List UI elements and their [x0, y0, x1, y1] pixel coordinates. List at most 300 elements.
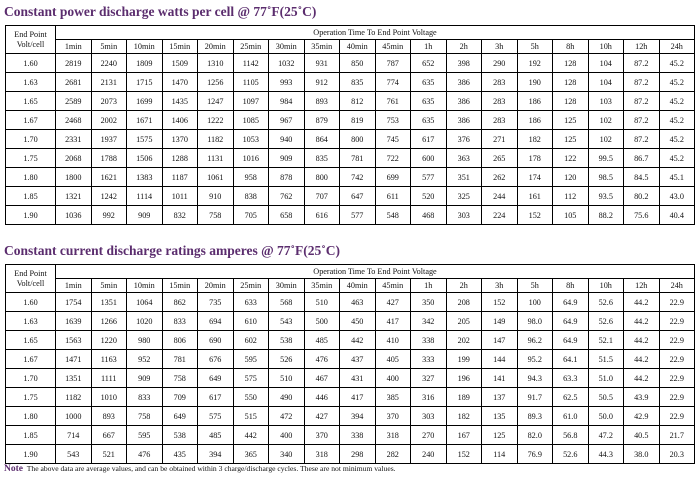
value-cell: 98.0	[517, 312, 553, 331]
value-cell: 45.2	[659, 92, 695, 111]
value-cell: 63.3	[553, 369, 589, 388]
value-cell: 1061	[198, 168, 234, 187]
value-cell: 774	[375, 73, 411, 92]
value-cell: 376	[446, 130, 482, 149]
value-cell: 652	[411, 54, 447, 73]
value-cell: 958	[233, 168, 269, 187]
value-cell: 722	[375, 149, 411, 168]
column-header: 25min	[233, 279, 269, 293]
column-header: 5h	[517, 40, 553, 54]
value-cell: 44.2	[624, 350, 660, 369]
value-cell: 199	[446, 350, 482, 369]
column-header: 8h	[553, 279, 589, 293]
value-cell: 1111	[91, 369, 127, 388]
value-cell: 161	[517, 187, 553, 206]
value-cell: 100	[517, 293, 553, 312]
value-cell: 51.5	[588, 350, 624, 369]
value-cell: 298	[340, 445, 376, 464]
value-cell: 548	[375, 206, 411, 225]
value-cell: 742	[340, 168, 376, 187]
value-cell: 340	[269, 445, 305, 464]
value-cell: 40.5	[624, 426, 660, 445]
value-cell: 1085	[233, 111, 269, 130]
value-cell: 303	[446, 206, 482, 225]
value-cell: 909	[269, 149, 305, 168]
value-cell: 240	[411, 445, 447, 464]
value-cell: 95.2	[517, 350, 553, 369]
column-header: 40min	[340, 279, 376, 293]
value-cell: 1220	[91, 331, 127, 350]
value-cell: 1010	[91, 388, 127, 407]
value-cell: 45.2	[659, 73, 695, 92]
value-cell: 1563	[56, 331, 92, 350]
value-cell: 125	[553, 130, 589, 149]
value-cell: 141	[482, 369, 518, 388]
value-cell: 1321	[56, 187, 92, 206]
value-cell: 617	[198, 388, 234, 407]
value-cell: 135	[482, 407, 518, 426]
value-cell: 152	[482, 293, 518, 312]
value-cell: 64.9	[553, 312, 589, 331]
value-cell: 21.7	[659, 426, 695, 445]
value-cell: 86.7	[624, 149, 660, 168]
value-cell: 1247	[198, 92, 234, 111]
value-cell: 394	[198, 445, 234, 464]
value-cell: 205	[446, 312, 482, 331]
value-cell: 602	[233, 331, 269, 350]
column-header: 40min	[340, 40, 376, 54]
column-header: 30min	[269, 40, 305, 54]
voltage-cell: 1.60	[6, 293, 56, 312]
value-cell: 761	[375, 92, 411, 111]
value-cell: 38.0	[624, 445, 660, 464]
value-cell: 303	[411, 407, 447, 426]
value-cell: 940	[269, 130, 305, 149]
voltage-cell: 1.85	[6, 187, 56, 206]
value-cell: 125	[482, 426, 518, 445]
value-cell: 167	[446, 426, 482, 445]
voltage-cell: 1.90	[6, 445, 56, 464]
value-cell: 707	[304, 187, 340, 206]
value-cell: 427	[304, 407, 340, 426]
value-cell: 2681	[56, 73, 92, 92]
column-header: 10h	[588, 40, 624, 54]
value-cell: 658	[269, 206, 305, 225]
column-header: 5min	[91, 279, 127, 293]
value-cell: 647	[340, 187, 376, 206]
value-cell: 45.2	[659, 54, 695, 73]
value-cell: 714	[56, 426, 92, 445]
value-cell: 1163	[91, 350, 127, 369]
value-cell: 152	[517, 206, 553, 225]
note-text: The above data are average values, and can be obtained within 3 charge/discharge cycles. These are not minimum values.	[26, 464, 396, 473]
voltage-cell: 1.80	[6, 168, 56, 187]
value-cell: 1639	[56, 312, 92, 331]
value-cell: 800	[340, 130, 376, 149]
value-cell: 52.1	[588, 331, 624, 350]
value-cell: 862	[162, 293, 198, 312]
value-cell: 87.2	[624, 73, 660, 92]
voltage-cell: 1.67	[6, 350, 56, 369]
value-cell: 912	[304, 73, 340, 92]
value-cell: 89.3	[517, 407, 553, 426]
value-cell: 472	[269, 407, 305, 426]
value-cell: 149	[482, 312, 518, 331]
value-cell: 575	[233, 369, 269, 388]
value-cell: 137	[482, 388, 518, 407]
value-cell: 1097	[233, 92, 269, 111]
column-header: 5min	[91, 40, 127, 54]
value-cell: 283	[482, 92, 518, 111]
value-cell: 270	[411, 426, 447, 445]
value-cell: 1809	[127, 54, 163, 73]
value-cell: 87.2	[624, 111, 660, 130]
end-point-volt-header: End Point Volt/cell	[6, 26, 56, 54]
value-cell: 515	[233, 407, 269, 426]
operation-time-header: Operation Time To End Point Voltage	[56, 265, 695, 279]
value-cell: 753	[375, 111, 411, 130]
value-cell: 538	[162, 426, 198, 445]
value-cell: 758	[162, 369, 198, 388]
value-cell: 476	[127, 445, 163, 464]
column-header: 2h	[446, 40, 482, 54]
value-cell: 87.2	[624, 54, 660, 73]
value-cell: 99.5	[588, 149, 624, 168]
value-cell: 699	[375, 168, 411, 187]
value-cell: 45.2	[659, 111, 695, 130]
value-cell: 577	[340, 206, 376, 225]
table-row	[6, 293, 695, 312]
value-cell: 44.3	[588, 445, 624, 464]
value-cell: 189	[446, 388, 482, 407]
voltage-cell: 1.75	[6, 149, 56, 168]
value-cell: 22.9	[659, 407, 695, 426]
value-cell: 22.9	[659, 331, 695, 350]
value-cell: 93.5	[588, 187, 624, 206]
value-cell: 174	[517, 168, 553, 187]
column-header: 20min	[198, 279, 234, 293]
voltage-cell: 1.80	[6, 407, 56, 426]
value-cell: 178	[517, 149, 553, 168]
value-cell: 350	[411, 293, 447, 312]
value-cell: 980	[127, 331, 163, 350]
value-cell: 102	[588, 130, 624, 149]
value-cell: 1351	[91, 293, 127, 312]
value-cell: 20.3	[659, 445, 695, 464]
value-cell: 56.8	[553, 426, 589, 445]
value-cell: 338	[340, 426, 376, 445]
value-cell: 410	[375, 331, 411, 350]
value-cell: 442	[233, 426, 269, 445]
value-cell: 431	[340, 369, 376, 388]
value-cell: 342	[411, 312, 447, 331]
value-cell: 96.2	[517, 331, 553, 350]
value-cell: 44.2	[624, 293, 660, 312]
value-cell: 2068	[56, 149, 92, 168]
column-header: 1h	[411, 279, 447, 293]
value-cell: 2240	[91, 54, 127, 73]
voltage-cell: 1.70	[6, 130, 56, 149]
column-header: 10min	[127, 40, 163, 54]
voltage-cell: 1.75	[6, 388, 56, 407]
value-cell: 22.9	[659, 350, 695, 369]
value-cell: 44.2	[624, 331, 660, 350]
value-cell: 45.1	[659, 168, 695, 187]
value-cell: 1131	[198, 149, 234, 168]
value-cell: 52.6	[553, 445, 589, 464]
value-cell: 2589	[56, 92, 92, 111]
value-cell: 91.7	[517, 388, 553, 407]
value-cell: 398	[446, 54, 482, 73]
value-cell: 931	[304, 54, 340, 73]
value-cell: 1351	[56, 369, 92, 388]
column-header: 24h	[659, 40, 695, 54]
value-cell: 568	[269, 293, 305, 312]
value-cell: 1020	[127, 312, 163, 331]
value-cell: 878	[269, 168, 305, 187]
value-cell: 88.2	[588, 206, 624, 225]
table-row	[6, 130, 695, 149]
value-cell: 993	[269, 73, 305, 92]
voltage-cell: 1.70	[6, 369, 56, 388]
value-cell: 42.9	[624, 407, 660, 426]
value-cell: 333	[411, 350, 447, 369]
value-cell: 676	[198, 350, 234, 369]
value-cell: 1182	[56, 388, 92, 407]
value-cell: 1406	[162, 111, 198, 130]
value-cell: 1800	[56, 168, 92, 187]
column-header: 1min	[56, 40, 92, 54]
table-row	[6, 92, 695, 111]
table-row	[6, 111, 695, 130]
value-cell: 44.2	[624, 312, 660, 331]
power-discharge-table	[5, 25, 695, 225]
value-cell: 22.9	[659, 312, 695, 331]
value-cell: 1053	[233, 130, 269, 149]
value-cell: 538	[269, 331, 305, 350]
table-row	[6, 388, 695, 407]
value-cell: 909	[127, 206, 163, 225]
value-cell: 40.4	[659, 206, 695, 225]
value-cell: 812	[340, 92, 376, 111]
table-row	[6, 312, 695, 331]
value-cell: 520	[411, 187, 447, 206]
value-cell: 1671	[127, 111, 163, 130]
value-cell: 521	[91, 445, 127, 464]
value-cell: 1011	[162, 187, 198, 206]
value-cell: 833	[162, 312, 198, 331]
value-cell: 386	[446, 73, 482, 92]
column-header: 35min	[304, 40, 340, 54]
value-cell: 186	[517, 111, 553, 130]
column-header: 20min	[198, 40, 234, 54]
value-cell: 318	[375, 426, 411, 445]
value-cell: 879	[304, 111, 340, 130]
value-cell: 781	[340, 149, 376, 168]
value-cell: 52.6	[588, 312, 624, 331]
value-cell: 800	[304, 168, 340, 187]
value-cell: 94.3	[517, 369, 553, 388]
value-cell: 600	[411, 149, 447, 168]
value-cell: 463	[340, 293, 376, 312]
value-cell: 22.9	[659, 388, 695, 407]
column-header: 3h	[482, 279, 518, 293]
value-cell: 1754	[56, 293, 92, 312]
voltage-cell: 1.63	[6, 312, 56, 331]
column-header: 10h	[588, 279, 624, 293]
footnote	[4, 464, 396, 474]
value-cell: 952	[127, 350, 163, 369]
value-cell: 762	[269, 187, 305, 206]
value-cell: 967	[269, 111, 305, 130]
value-cell: 182	[446, 407, 482, 426]
note-label: Note	[4, 464, 23, 474]
column-header: 15min	[162, 40, 198, 54]
value-cell: 265	[482, 149, 518, 168]
value-cell: 114	[482, 445, 518, 464]
value-cell: 543	[56, 445, 92, 464]
value-cell: 667	[91, 426, 127, 445]
value-cell: 125	[553, 111, 589, 130]
value-cell: 327	[411, 369, 447, 388]
value-cell: 318	[304, 445, 340, 464]
value-cell: 468	[411, 206, 447, 225]
value-cell: 112	[553, 187, 589, 206]
value-cell: 694	[198, 312, 234, 331]
value-cell: 386	[446, 111, 482, 130]
table-row	[6, 187, 695, 206]
value-cell: 417	[340, 388, 376, 407]
column-header: 8h	[553, 40, 589, 54]
value-cell: 1182	[198, 130, 234, 149]
value-cell: 649	[198, 369, 234, 388]
value-cell: 144	[482, 350, 518, 369]
value-cell: 47.2	[588, 426, 624, 445]
value-cell: 819	[340, 111, 376, 130]
value-cell: 1222	[198, 111, 234, 130]
value-cell: 400	[269, 426, 305, 445]
value-cell: 283	[482, 73, 518, 92]
column-header: 45min	[375, 279, 411, 293]
table-row	[6, 350, 695, 369]
column-header: 2h	[446, 279, 482, 293]
value-cell: 282	[375, 445, 411, 464]
value-cell: 893	[304, 92, 340, 111]
value-cell: 1621	[91, 168, 127, 187]
value-cell: 611	[375, 187, 411, 206]
value-cell: 290	[482, 54, 518, 73]
value-cell: 616	[304, 206, 340, 225]
value-cell: 394	[340, 407, 376, 426]
column-header: 5h	[517, 279, 553, 293]
value-cell: 45.2	[659, 149, 695, 168]
column-header: 12h	[624, 279, 660, 293]
value-cell: 62.5	[553, 388, 589, 407]
value-cell: 1715	[127, 73, 163, 92]
value-cell: 1575	[127, 130, 163, 149]
column-header: 35min	[304, 279, 340, 293]
value-cell: 104	[588, 73, 624, 92]
value-cell: 635	[411, 111, 447, 130]
table-row	[6, 206, 695, 225]
voltage-cell: 1.60	[6, 54, 56, 73]
value-cell: 467	[304, 369, 340, 388]
value-cell: 75.6	[624, 206, 660, 225]
value-cell: 45.2	[659, 130, 695, 149]
value-cell: 417	[375, 312, 411, 331]
value-cell: 128	[553, 54, 589, 73]
value-cell: 400	[375, 369, 411, 388]
value-cell: 909	[127, 369, 163, 388]
value-cell: 102	[588, 111, 624, 130]
value-cell: 43.0	[659, 187, 695, 206]
value-cell: 595	[127, 426, 163, 445]
value-cell: 61.0	[553, 407, 589, 426]
value-cell: 386	[446, 92, 482, 111]
power-table-title: Constant power discharge watts per cell @ 77˚F(25˚C)	[4, 4, 317, 19]
value-cell: 649	[162, 407, 198, 426]
value-cell: 984	[269, 92, 305, 111]
value-cell: 806	[162, 331, 198, 350]
column-header: 25min	[233, 40, 269, 54]
column-header: 3h	[482, 40, 518, 54]
column-header: 24h	[659, 279, 695, 293]
value-cell: 635	[411, 92, 447, 111]
value-cell: 446	[304, 388, 340, 407]
value-cell: 84.5	[624, 168, 660, 187]
value-cell: 735	[198, 293, 234, 312]
value-cell: 1064	[127, 293, 163, 312]
value-cell: 22.9	[659, 369, 695, 388]
table-row	[6, 149, 695, 168]
table-row	[6, 445, 695, 464]
value-cell: 370	[304, 426, 340, 445]
value-cell: 437	[340, 350, 376, 369]
value-cell: 1114	[127, 187, 163, 206]
value-cell: 363	[446, 149, 482, 168]
value-cell: 82.0	[517, 426, 553, 445]
value-cell: 104	[588, 54, 624, 73]
table-row	[6, 369, 695, 388]
value-cell: 992	[91, 206, 127, 225]
value-cell: 485	[198, 426, 234, 445]
voltage-cell: 1.90	[6, 206, 56, 225]
column-header: 10min	[127, 279, 163, 293]
value-cell: 705	[233, 206, 269, 225]
value-cell: 476	[304, 350, 340, 369]
value-cell: 690	[198, 331, 234, 350]
value-cell: 192	[517, 54, 553, 73]
value-cell: 1471	[56, 350, 92, 369]
value-cell: 617	[411, 130, 447, 149]
value-cell: 910	[198, 187, 234, 206]
value-cell: 595	[233, 350, 269, 369]
value-cell: 190	[517, 73, 553, 92]
value-cell: 128	[553, 92, 589, 111]
value-cell: 370	[375, 407, 411, 426]
value-cell: 182	[517, 130, 553, 149]
value-cell: 2331	[56, 130, 92, 149]
value-cell: 1000	[56, 407, 92, 426]
value-cell: 224	[482, 206, 518, 225]
value-cell: 2468	[56, 111, 92, 130]
current-table-title: Constant current discharge ratings amperes @ 77˚F(25˚C)	[4, 243, 341, 258]
value-cell: 51.0	[588, 369, 624, 388]
value-cell: 186	[517, 92, 553, 111]
value-cell: 120	[553, 168, 589, 187]
value-cell: 610	[233, 312, 269, 331]
value-cell: 510	[269, 369, 305, 388]
